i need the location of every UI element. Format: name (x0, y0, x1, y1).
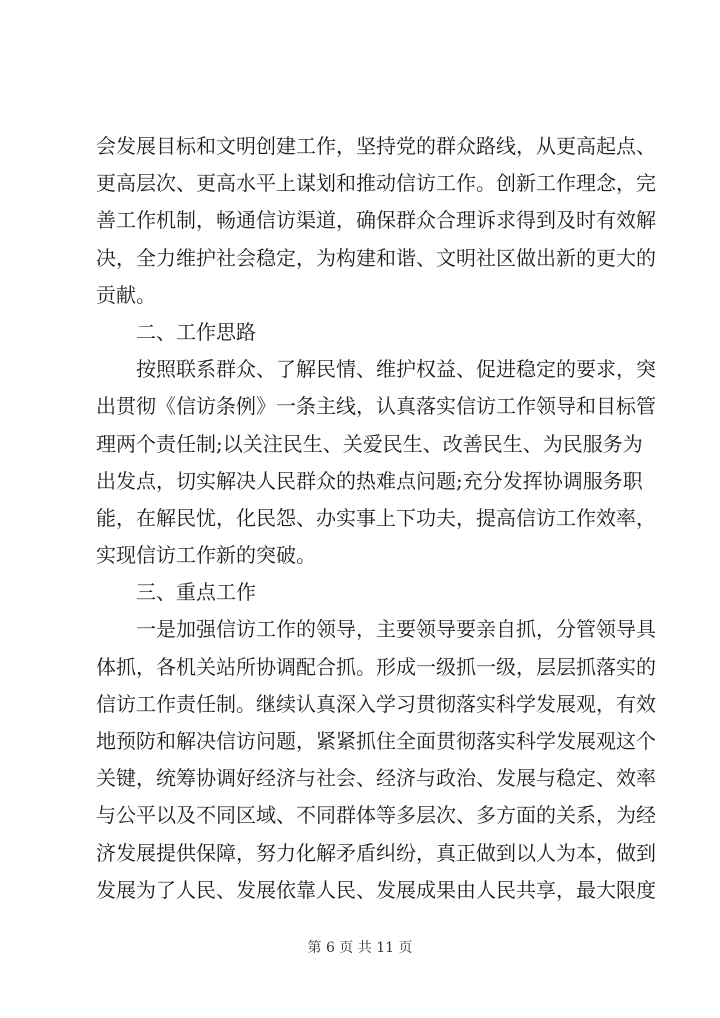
text-line: 善 工 作 机 制 ， 畅 通 信 访 渠 道 ， 确 保 群 众 合 理 诉 求 得 到 及 时 有 效 解 (96, 208, 656, 233)
text-line: 与 公 平 以 及 不 同 区 域 、 不 同 群 体 等 多 层 次 、 多 方 面 的 关 系 ， 为 经 (96, 803, 656, 828)
text-line: 理 两 个 责 任 制 ; 以 关 注 民 生 、 关 爱 民 生 、 改 善 民 生 、 为 民 服 务 为 (96, 431, 643, 456)
text-line: 信 访 工 作 责 任 制 。 继 续 认 真 深 入 学 习 贯 彻 落 实 科 学 发 展 观 ， 有 效 (96, 691, 656, 716)
text-line: 关 键 ， 统 筹 协 调 好 经 济 与 社 会 、 经 济 与 政 治 、 发 展 与 稳 定 、 效 率 (96, 766, 656, 791)
text-line: 按 照 联 系 群 众 、 了 解 民 情 、 维 护 权 益 、 促 进 稳 定 的 要 求 ， 突 (136, 357, 656, 382)
text-line: 济 发 展 提 供 保 障 ， 努 力 化 解 矛 盾 纠 纷 ， 真 正 做 到 以 人 为 本 ， 做 到 (96, 840, 656, 865)
text-line: 决 ， 全 力 维 护 社 会 稳 定 ， 为 构 建 和 谐 、 文 明 社 区 做 出 新 的 更 大 的 (96, 245, 656, 270)
text-line: 地 预 防 和 解 决 信 访 问 题 ， 紧 紧 抓 住 全 面 贯 彻 落 实 科 学 发 展 观 这 个 (96, 729, 656, 753)
page-footer: 第 6 页 共 11 页 (307, 940, 413, 956)
text-line: 贡献。 (96, 282, 156, 307)
text-line: 二、工作思路 (136, 319, 256, 344)
text-line: 出 贯 彻 《 信 访 条 例 》 一 条 主 线 ， 认 真 落 实 信 访 工 作 领 导 和 目 标 管 (96, 394, 656, 419)
text-line: 更 高 层 次 、 更 高 水 平 上 谋 划 和 推 动 信 访 工 作 。 创 新 工 作 理 念 ， 完 (96, 171, 656, 196)
text-line: 一 是 加 强 信 访 工 作 的 领 导 ， 主 要 领 导 要 亲 自 抓 ， 分 管 领 导 具 (136, 617, 656, 642)
text-line: 出 发 点 ， 切 实 解 决 人 民 群 众 的 热 难 点 问 题 ; 充 分 发 挥 协 调 服 务 职 (96, 468, 643, 493)
text-line: 发 展 为 了 人 民 、 发 展 依 靠 人 民 、 发 展 成 果 由 人 民 共 享 ， 最 大 限 度 (96, 877, 656, 902)
text-line: 实现信访工作新的突破。 (96, 543, 316, 568)
text-line: 体 抓 ， 各 机 关 站 所 协 调 配 合 抓 。 形 成 一 级 抓 一 级 ， 层 层 抓 落 实 的 (96, 654, 656, 679)
text-line: 能 ， 在 解 民 忧 ， 化 民 怨 、 办 实 事 上 下 功 夫 ， 提 高 信 访 工 作 效 率 ， (96, 505, 656, 530)
document-body (96, 128, 656, 909)
text-line: 三、重点工作 (136, 580, 256, 605)
text-line: 会 发 展 目 标 和 文 明 创 建 工 作 ， 坚 持 党 的 群 众 路 线 ， 从 更 高 起 点 、 (96, 134, 656, 158)
